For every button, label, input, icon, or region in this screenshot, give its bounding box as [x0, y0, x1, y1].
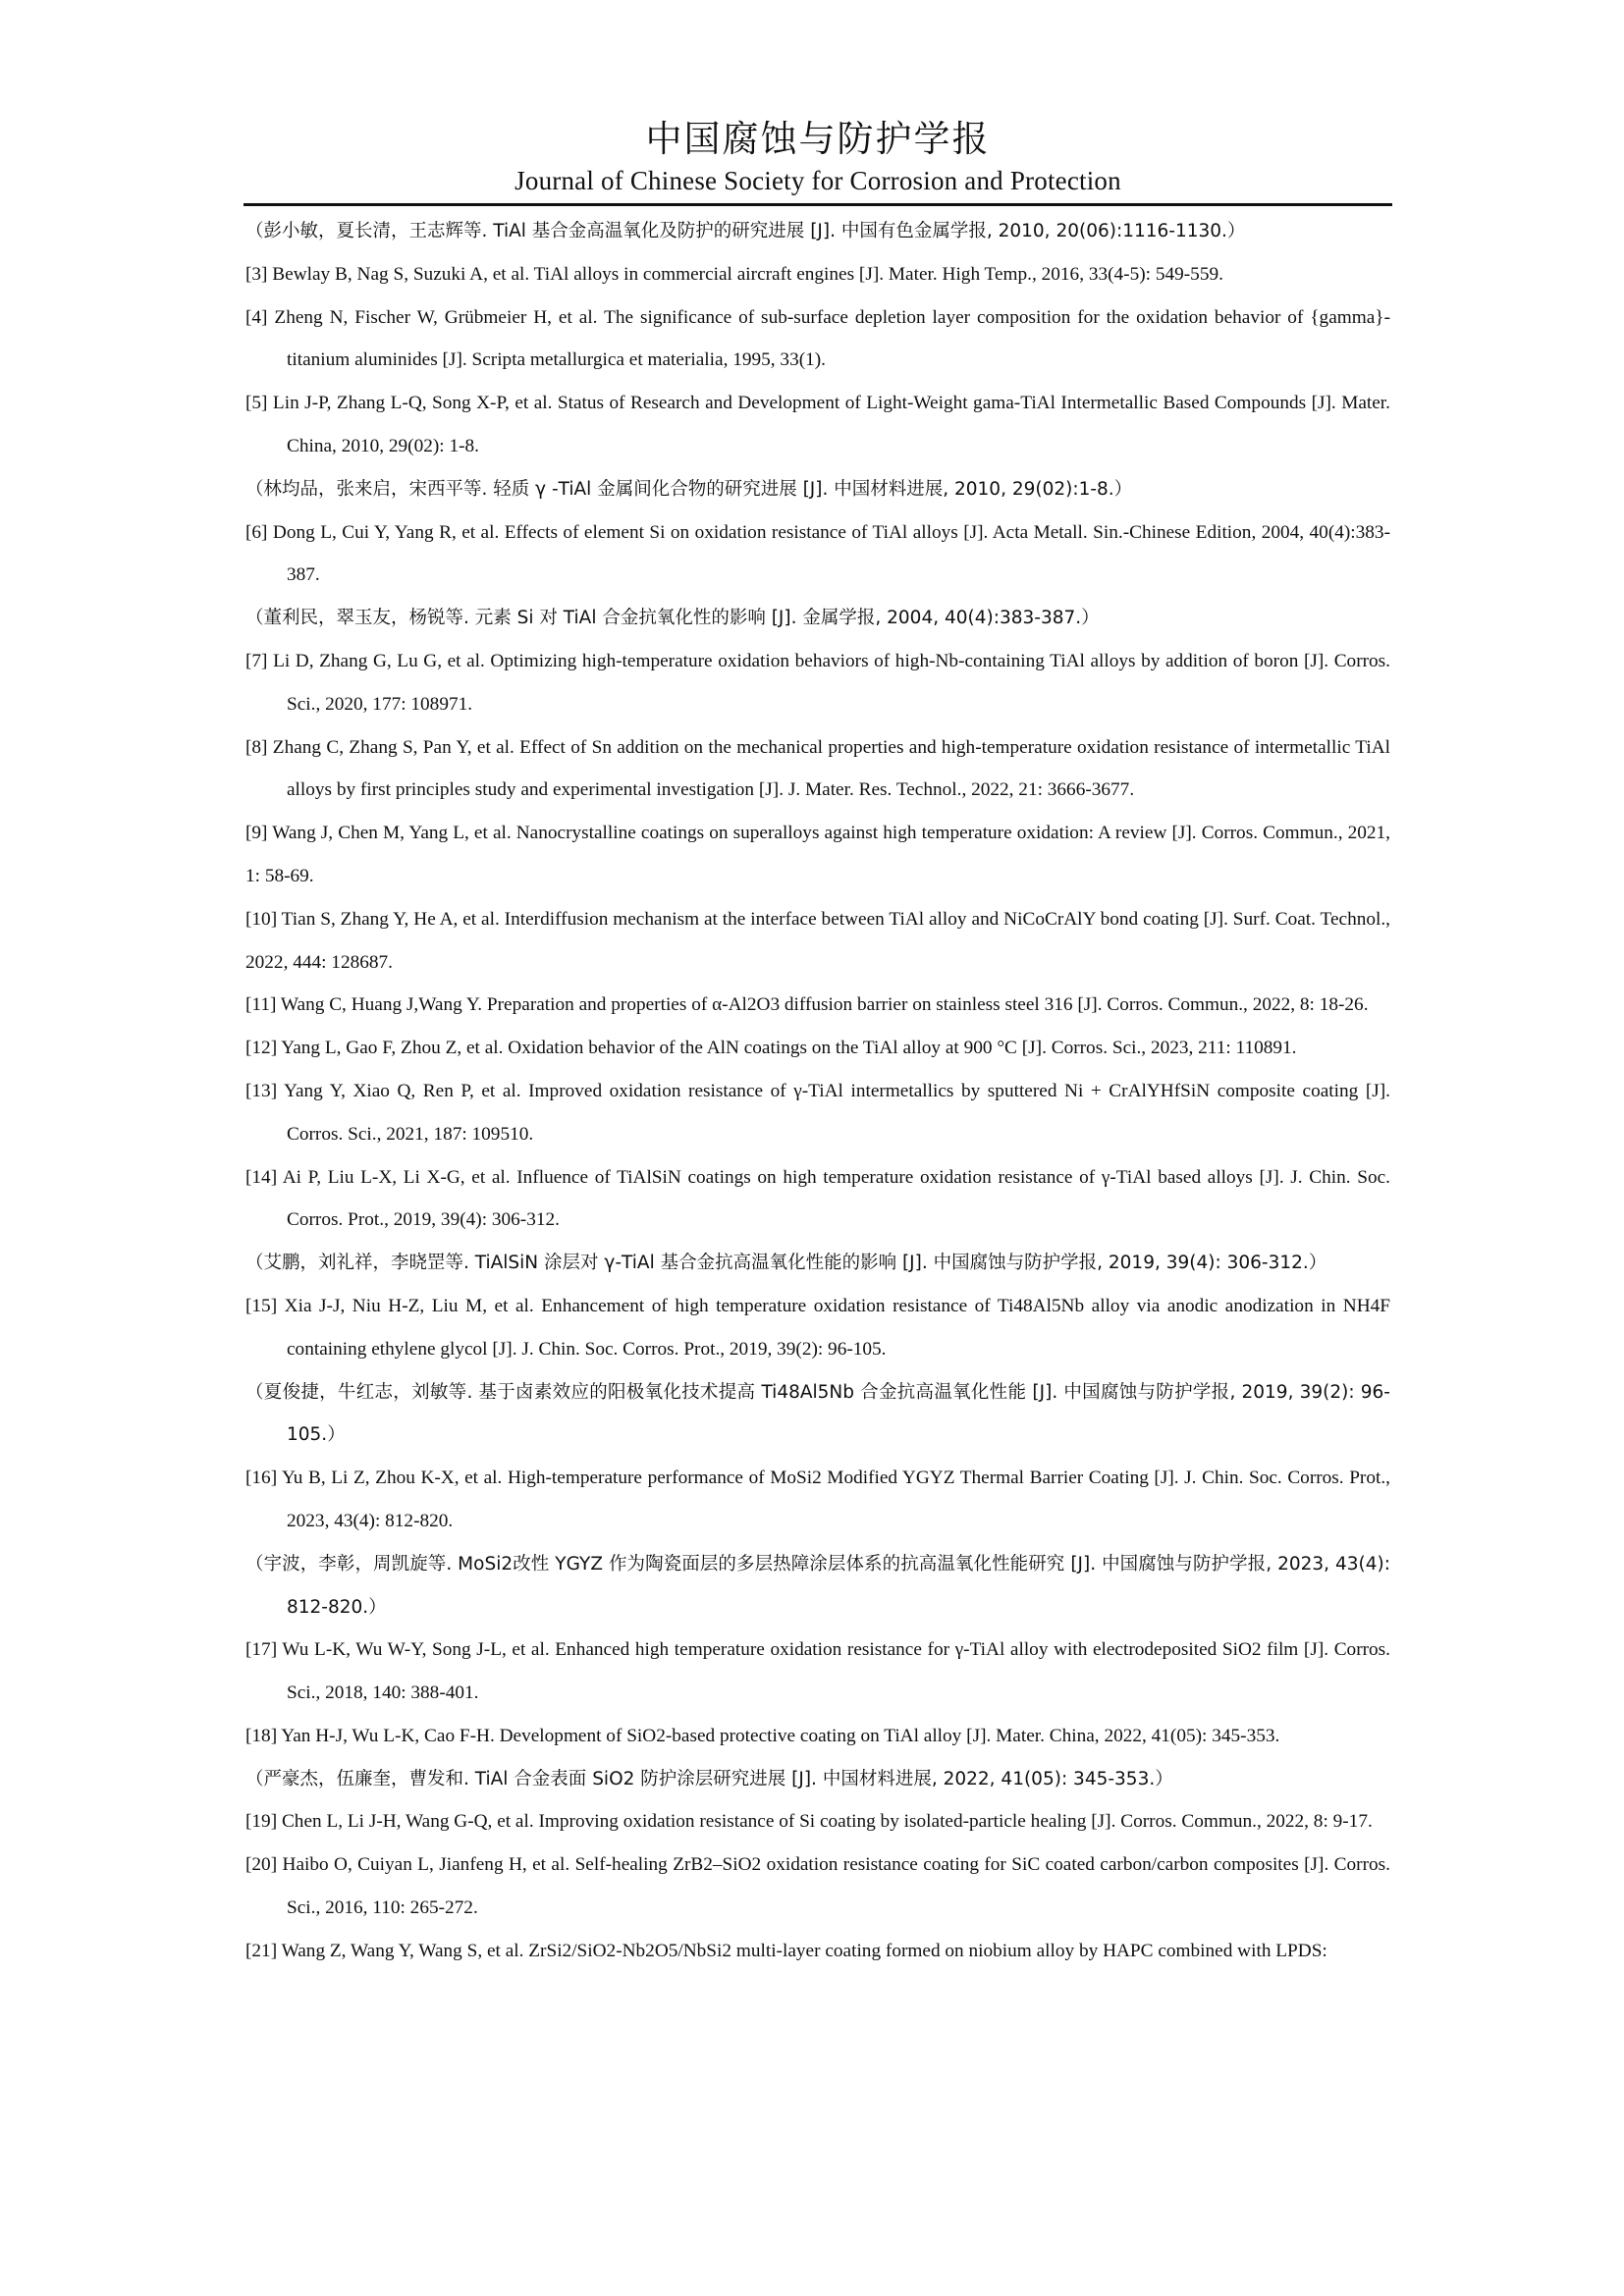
journal-header	[244, 116, 1392, 198]
reference-19: [19] Chen L, Li J-H, Wang G-Q, et al. Improving oxidation resistance of Si coating by isolated-particle healing [J]. Corros. Commun., 2022, 8: 9-17.	[245, 1811, 1373, 1833]
reference-cn-2: （彭小敏，夏长清，王志辉等. TiAl 基合金高温氧化及防护的研究进展 [J]. 中国有色金属学报, 2010, 20(06):1116-1130.）	[245, 221, 1246, 241]
reference-cn-15: （夏俊捷，牛红志，刘敏等. 基于卤素效应的阳极氧化技术提高 Ti48Al5Nb 合金抗高温氧化性能 [J]. 中国腐蚀与防护学报, 2019, 39(2): 96-105.）	[245, 1381, 1390, 1446]
reference-16: [16] Yu B, Li Z, Zhou K-X, et al. High-temperature performance of MoSi2 Modified YGYZ Thermal Barrier Coating [J]. J. Chin. Soc. Corros. Prot., 2023, 43(4): 812-820.	[245, 1468, 1390, 1531]
reference-cn-16: （宇波，李彰，周凯旋等. MoSi2改性 YGYZ 作为陶瓷面层的多层热障涂层体系的抗高温氧化性能研究 [J]. 中国腐蚀与防护学报, 2023, 43(4): 812-820.）	[245, 1553, 1390, 1618]
reference-6: [6] Dong L, Cui Y, Yang R, et al. Effects of element Si on oxidation resistance of TiAl alloys [J]. Acta Metall. Sin.-Chinese Edition, 2004, 40(4):383-387.	[245, 521, 1390, 586]
reference-21: [21] Wang Z, Wang Y, Wang S, et al. ZrSi2/SiO2-Nb2O5/NbSi2 multi-layer coating formed on niobium alloy by HAPC combined with LPDS:	[245, 1940, 1327, 1961]
reference-cn-5: （林均品，张来启，宋西平等. 轻质 γ -TiAl 金属间化合物的研究进展 [J]. 中国材料进展, 2010, 29(02):1-8.）	[245, 478, 1133, 500]
reference-12: [12] Yang L, Gao F, Zhou Z, et al. Oxidation behavior of the AlN coatings on the TiAl alloy at 900 °C [J]. Corros. Sci., 2023, 211: 110891.	[245, 1038, 1297, 1059]
reference-cn-6: （董利民，翠玉友，杨锐等. 元素 Si 对 TiAl 合金抗氧化性的影响 [J]. 金属学报, 2004, 40(4):383-387.）	[245, 608, 1100, 629]
reference-9: [9] Wang J, Chen M, Yang L, et al. Nanocrystalline coatings on superalloys against high temperature oxidation: A review [J]. Corros. Commun., 2021, 1: 58-69.	[245, 823, 1390, 886]
reference-15: [15] Xia J-J, Niu H-Z, Liu M, et al. Enhancement of high temperature oxidation resistance of Ti48Al5Nb alloy via anodic anodization in NH4F containing ethylene glycol [J]. J. Chin. Soc. Corros. Prot., 2019, 39(2): 96-105.	[245, 1295, 1390, 1360]
journal-title-chinese: 中国腐蚀与防护学报	[645, 118, 991, 160]
reference-10: [10] Tian S, Zhang Y, He A, et al. Interdiffusion mechanism at the interface between TiAl alloy and NiCoCrAlY bond coating [J]. Surf. Coat. Technol., 2022, 444: 128687.	[245, 908, 1390, 973]
reference-8: [8] Zhang C, Zhang S, Pan Y, et al. Effect of Sn addition on the mechanical properties and high-temperature oxidation resistance of intermetallic TiAl alloys by first principles study and experimental investigation [J]. J. Mater. Res. Technol., 2022, 21: 3666-3677.	[245, 736, 1390, 801]
reference-5: [5] Lin J-P, Zhang L-Q, Song X-P, et al. Status of Research and Development of Light-Weight gama-TiAl Intermetallic Based Compounds [J]. Mater. China, 2010, 29(02): 1-8.	[245, 393, 1390, 456]
reference-13: [13] Yang Y, Xiao Q, Ren P, et al. Improved oxidation resistance of γ-TiAl intermetallics by sputtered Ni + CrAlYHfSiN composite coating [J]. Corros. Sci., 2021, 187: 109510.	[245, 1080, 1390, 1145]
header-rule	[244, 203, 1392, 206]
reference-cn-14: （艾鹏，刘礼祥，李晓罡等. TiAlSiN 涂层对 γ-TiAl 基合金抗高温氧化性能的影响 [J]. 中国腐蚀与防护学报, 2019, 39(4): 306-312.）	[245, 1253, 1327, 1274]
reference-11: [11] Wang C, Huang J,Wang Y. Preparation and properties of α-Al2O3 diffusion barrier on stainless steel 316 [J]. Corros. Commun., 2022, 8: 18-26.	[245, 994, 1369, 1016]
reference-3: [3] Bewlay B, Nag S, Suzuki A, et al. TiAl alloys in commercial aircraft engines [J]. Mater. High Temp., 2016, 33(4-5): 549-559.	[245, 263, 1223, 285]
reference-14: [14] Ai P, Liu L-X, Li X-G, et al. Influence of TiAlSiN coatings on high temperature oxidation resistance of γ-TiAl based alloys [J]. J. Chin. Soc. Corros. Prot., 2019, 39(4): 306-312.	[245, 1166, 1390, 1231]
reference-4: [4] Zheng N, Fischer W, Grübmeier H, et al. The significance of sub-surface depletion layer composition for the oxidation behavior of {gamma}-titanium aluminides [J]. Scripta metallurgica et materialia, 1995, 33(1).	[245, 306, 1390, 371]
reference-7: [7] Li D, Zhang G, Lu G, et al. Optimizing high-temperature oxidation behaviors of high-Nb-containing TiAl alloys by addition of boron [J]. Corros. Sci., 2020, 177: 108971.	[245, 650, 1390, 715]
reference-cn-18: （严豪杰，伍廉奎，曹发和. TiAl 合金表面 SiO2 防护涂层研究进展 [J]. 中国材料进展, 2022, 41(05): 345-353.）	[245, 1768, 1173, 1789]
reference-20: [20] Haibo O, Cuiyan L, Jianfeng H, et al. Self-healing ZrB2–SiO2 oxidation resistance coating for SiC coated carbon/carbon composites [J]. Corros. Sci., 2016, 110: 265-272.	[245, 1854, 1390, 1919]
reference-list	[245, 210, 1390, 1973]
reference-17: [17] Wu L-K, Wu W-Y, Song J-L, et al. Enhanced high temperature oxidation resistance for γ-TiAl alloy with electrodeposited SiO2 film [J]. Corros. Sci., 2018, 140: 388-401.	[245, 1639, 1390, 1704]
reference-18: [18] Yan H-J, Wu L-K, Cao F-H. Development of SiO2-based protective coating on TiAl alloy [J]. Mater. China, 2022, 41(05): 345-353.	[245, 1725, 1280, 1746]
journal-title-english: Journal of Chinese Society for Corrosion and Protection	[514, 166, 1121, 195]
